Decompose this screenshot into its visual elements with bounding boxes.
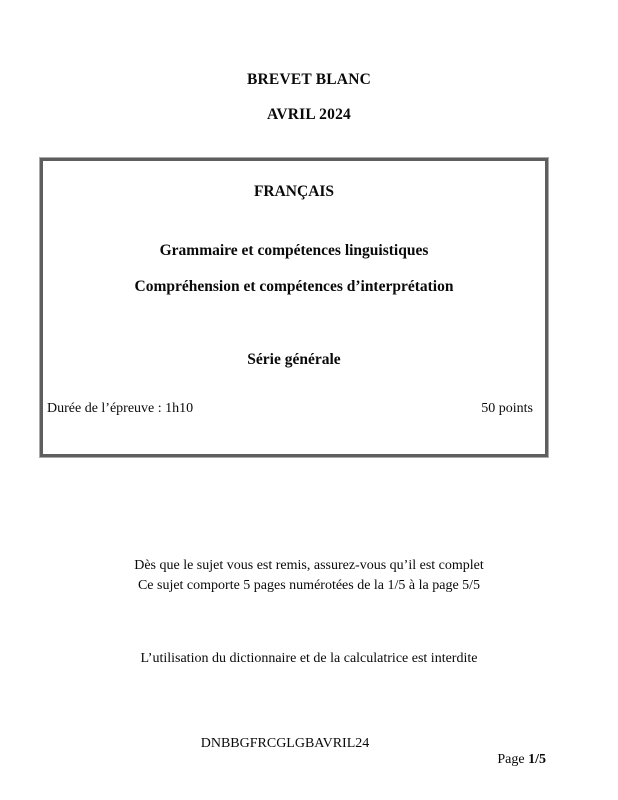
document-code: DNBBGFRCGLGBAVRIL24 — [200, 736, 370, 751]
exam-date: AVRIL 2024 — [267, 106, 351, 123]
duration-label: Durée de l’épreuve : 1h10 — [47, 401, 194, 416]
exam-part-2: Compréhension et compétences d’interprétation — [134, 278, 454, 295]
page-number: 1/5 — [528, 752, 546, 767]
completeness-notice — [0, 556, 618, 596]
duration-points-row — [43, 401, 545, 417]
restriction-notice: L’utilisation du dictionnaire et de la calculatrice est interdite — [140, 651, 478, 666]
exam-info-box — [40, 158, 548, 457]
page-indicator — [476, 736, 546, 784]
notice-line-2: Ce sujet comporte 5 pages numérotées de la 1/5 à la page 5/5 — [137, 578, 481, 593]
subject-title: FRANÇAIS — [253, 183, 335, 200]
points-label: 50 points — [481, 401, 533, 416]
notice-line-1: Dès que le sujet vous est remis, assurez-vous qu’il est complet — [134, 558, 484, 573]
series-label: Série générale — [247, 351, 341, 368]
page-footer — [0, 736, 618, 767]
exam-title: BREVET BLANC — [247, 71, 371, 88]
page-label: Page — [497, 752, 529, 767]
exam-part-1: Grammaire et compétences linguistiques — [159, 242, 429, 259]
